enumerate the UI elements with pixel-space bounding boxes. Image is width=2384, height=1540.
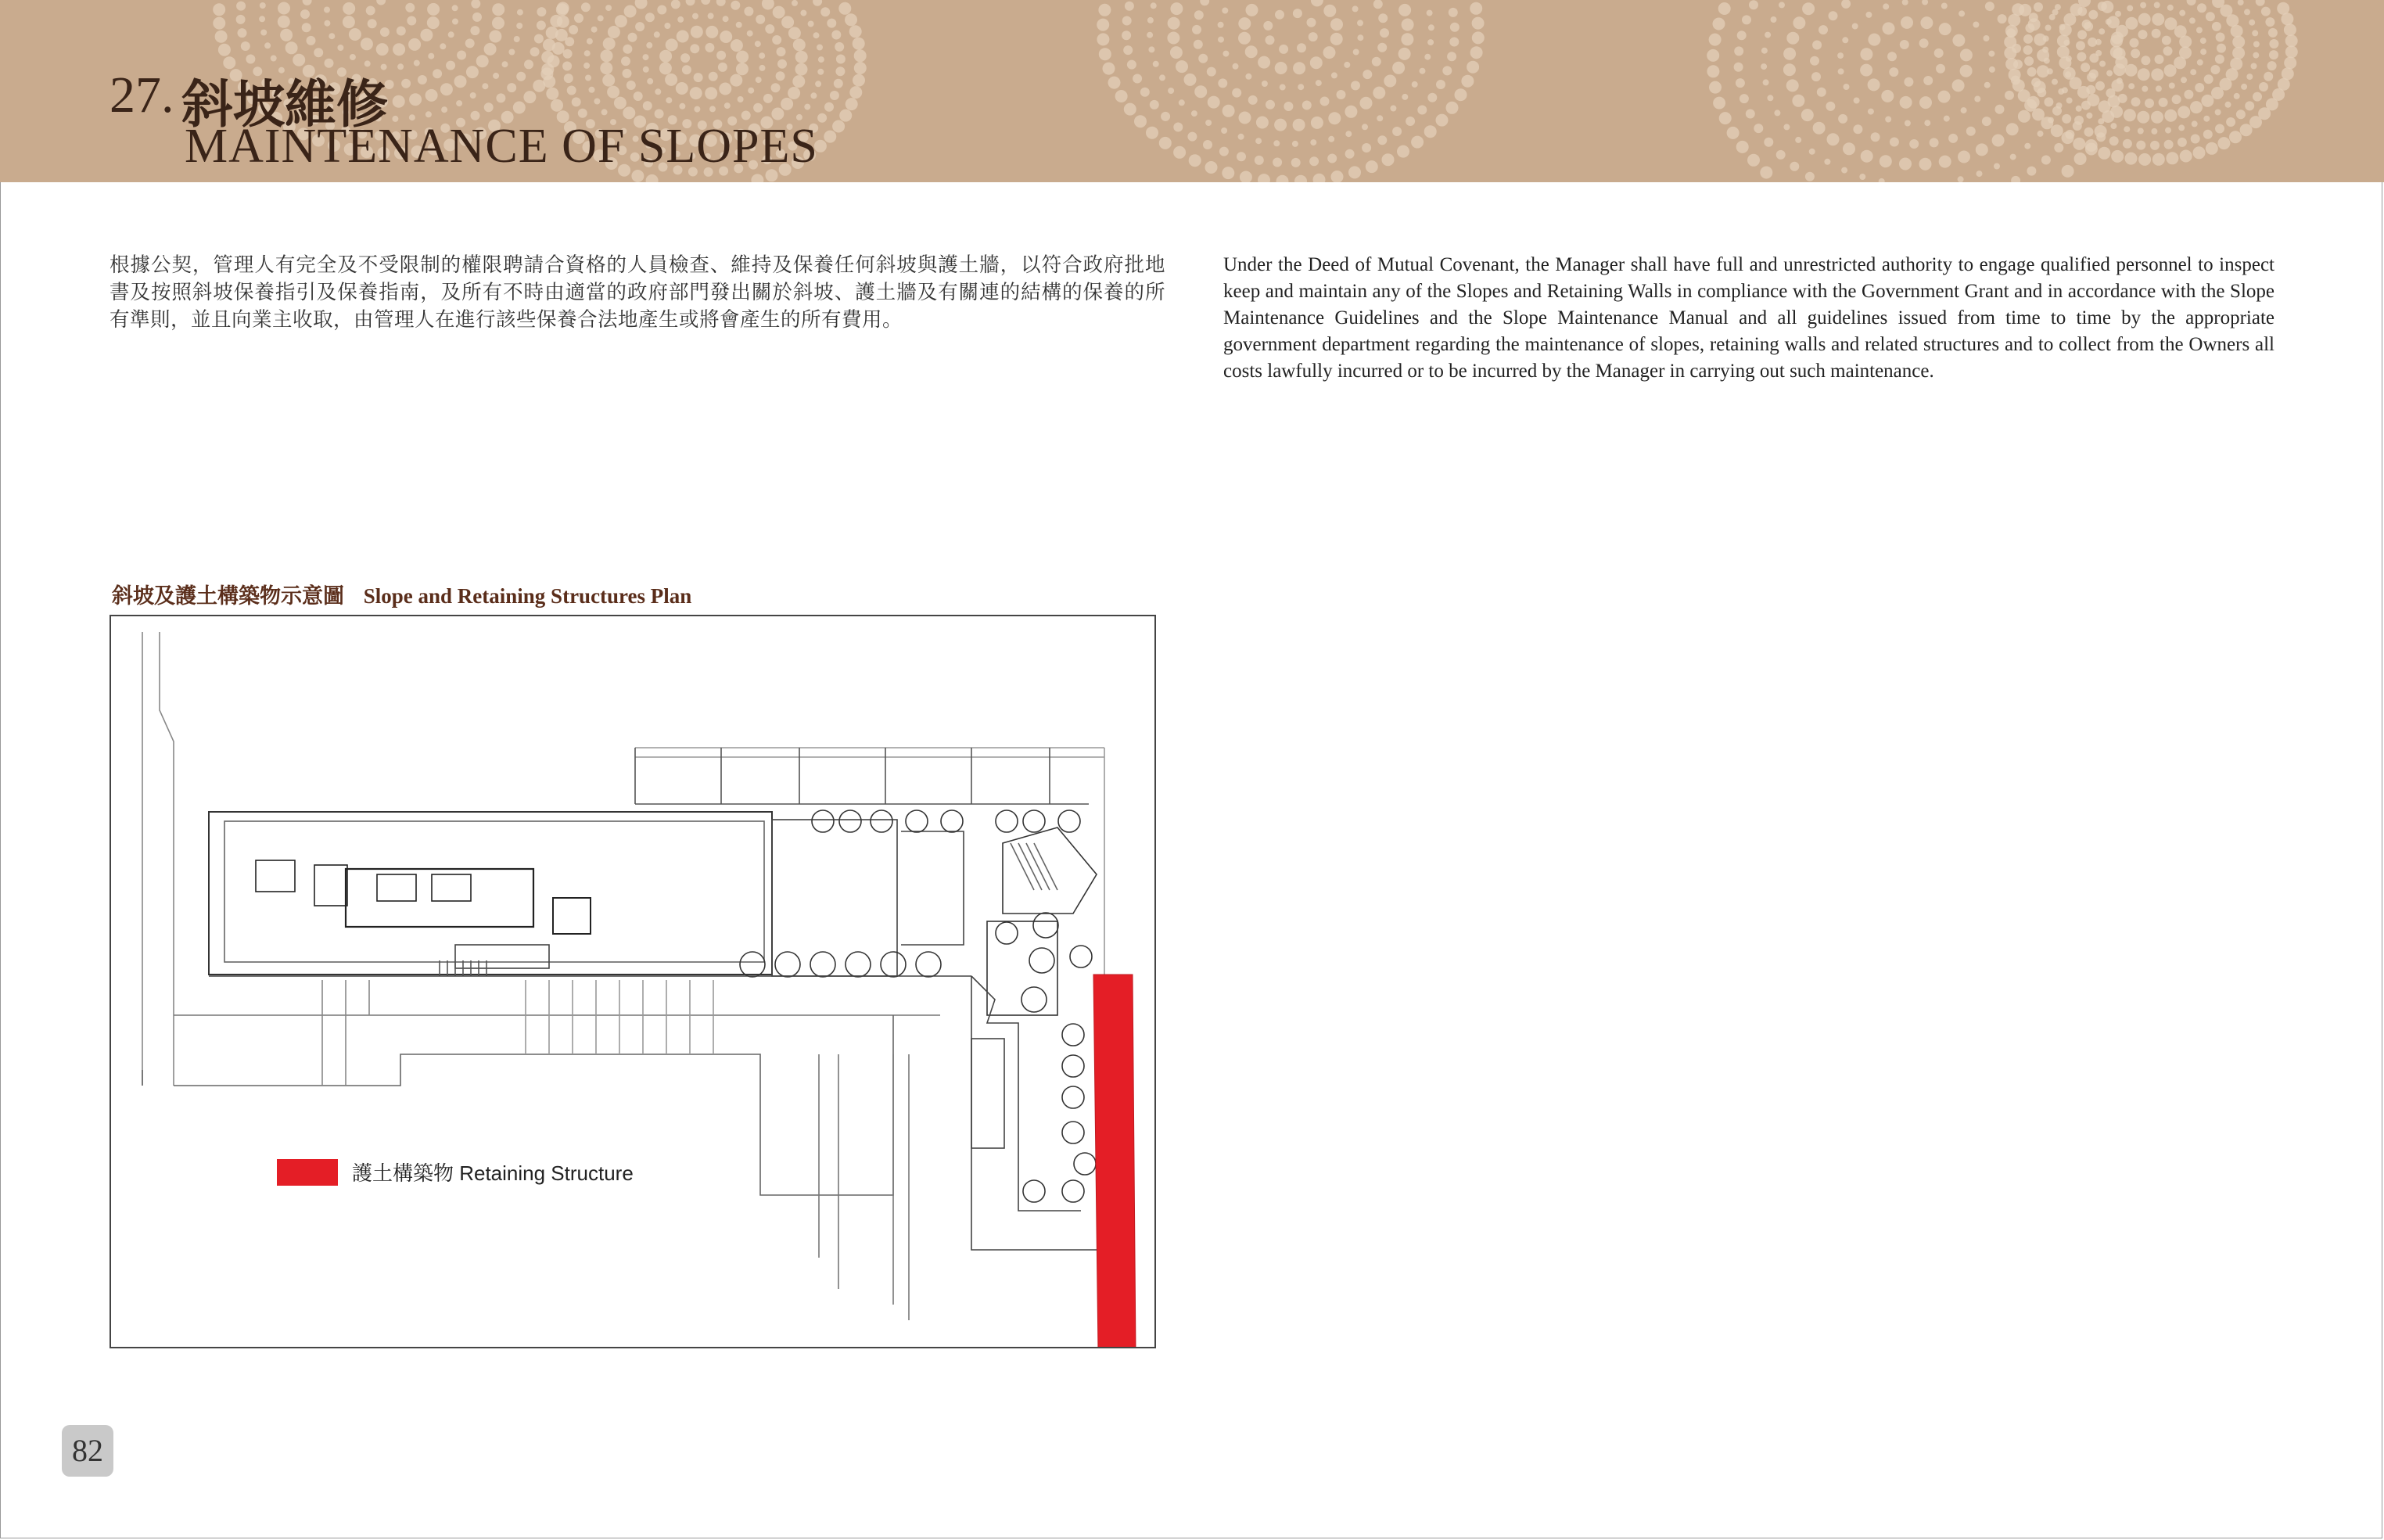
legend-swatch-retaining-structure xyxy=(277,1159,338,1186)
site-plan xyxy=(110,615,1156,1348)
body-paragraph-zh: 根據公契，管理人有完全及不受限制的權限聘請合資格的人員檢查、維持及保養任何斜坡與護土牆，以符合政府批地書及按照斜坡保養指引及保養指南，及所有不時由適當的政府部門發出關於斜坡、護土牆及有關連的結構的保養的所有準則，並且向業主收取，由管理人在進行該些保養合法地產生或將會產生的所有費用。 xyxy=(110,253,1165,332)
section-number: 27. xyxy=(110,66,174,124)
plan-caption-en: Slope and Retaining Structures Plan xyxy=(363,584,692,608)
section-title-zh: 斜坡維修 xyxy=(181,74,388,135)
legend-label: 護土構築物 Retaining Structure xyxy=(352,1161,634,1185)
plan-caption-zh: 斜坡及護土構築物示意圖 xyxy=(112,584,344,608)
section-title-en: MAINTENANCE OF SLOPES xyxy=(185,120,818,173)
body-paragraph-en: Under the Deed of Mutual Covenant, the Manager shall have full and unrestricted authority to engage qualified personnel to inspect keep and maintain any of the Slopes and Retaining Walls in compliance with the Government Grant and in accordance with the Slope Maintenance Guidelines and the Slope Maintenance Manual and all guidelines issued from time to time by the appropriate government department regarding the maintenance of slopes, retaining walls and related structures and to collect from the Owners all costs lawfully incurred or to be incurred by the Manager in carrying out such maintenance. xyxy=(1223,254,2274,382)
page-number: 82 xyxy=(62,1425,113,1477)
site-plan-drawing xyxy=(111,616,1154,1347)
plan-caption xyxy=(112,579,691,609)
header-band xyxy=(0,0,2384,182)
plan-legend xyxy=(277,1158,634,1186)
